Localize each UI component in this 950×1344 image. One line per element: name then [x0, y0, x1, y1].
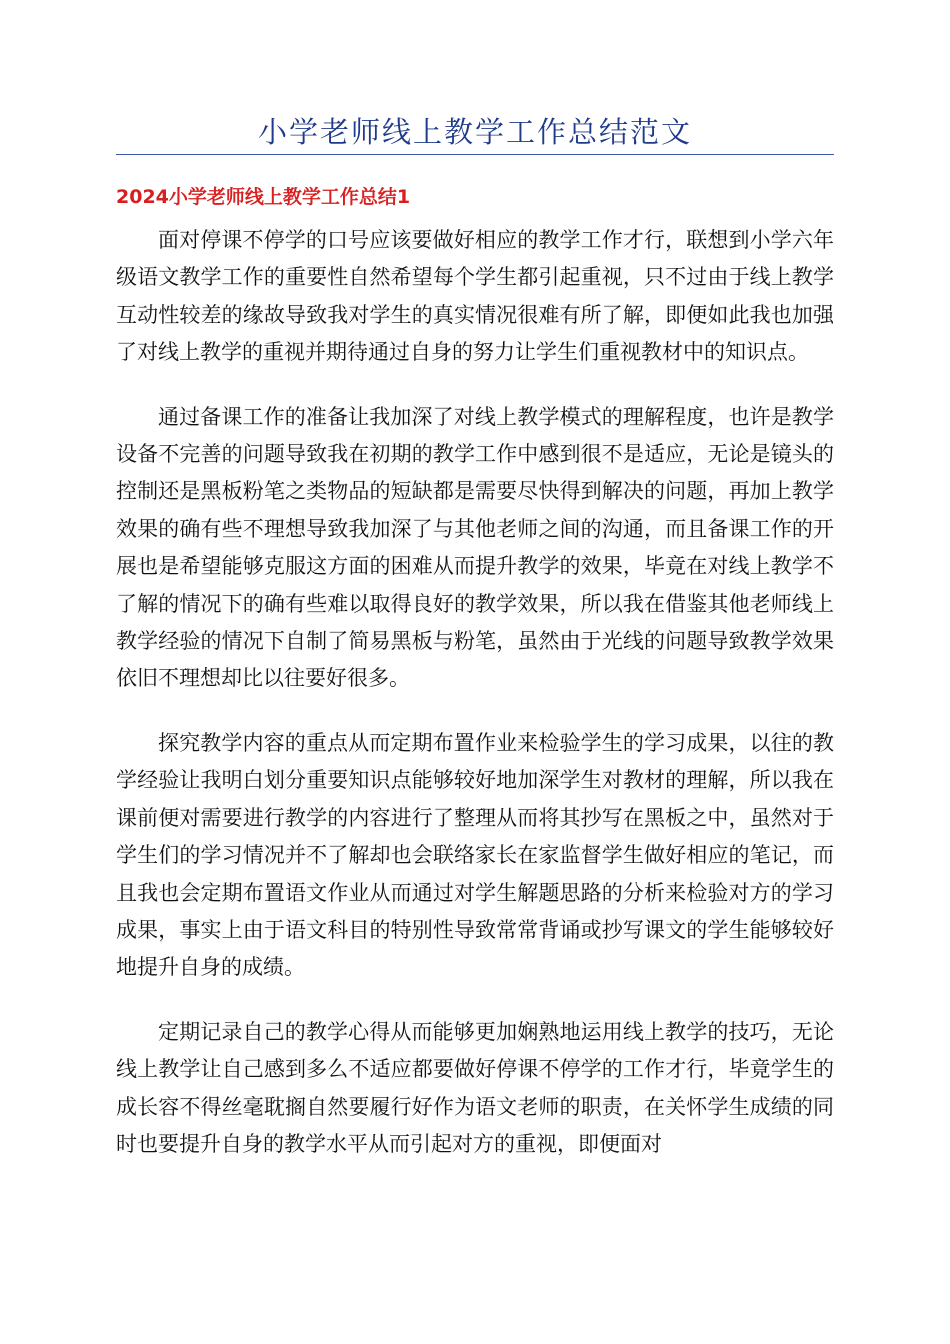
paragraph-4: 定期记录自己的教学心得从而能够更加娴熟地运用线上教学的技巧，无论线上教学让自己感到多么不适应都要做好停课不停学的工作才行，毕竟学生的成长容不得丝毫耽搁自然要履行好作为语文老师的职责，在关怀学生成绩的同时也要提升自身的教学水平从而引起对方的重视，即便面对 — [116, 1019, 834, 1156]
paragraph-1: 面对停课不停学的口号应该要做好相应的教学工作才行，联想到小学六年级语文教学工作的重要性自然希望每个学生都引起重视，只不过由于线上教学互动性较差的缘故导致我对学生的真实情况很难有所了解，即便如此我也加强了对线上教学的重视并期待通过自身的努力让学生们重视教材中的知识点。 — [116, 228, 834, 365]
paragraph-3: 探究教学内容的重点从而定期布置作业来检验学生的学习成果，以往的教学经验让我明白划分重要知识点能够较好地加深学生对教材的理解，所以我在课前便对需要进行教学的内容进行了整理从而将其抄写在黑板之中，虽然对于学生们的学习情况并不了解却也会联络家长在家监督学生做好相应的笔记，而且我也会定期布置语文作业从而通过对学生解题思路的分析来检验对方的学习成果，事实上由于语文科目的特别性导致常常背诵或抄写课文的学生能够较好地提升自身的成绩。 — [116, 730, 834, 980]
paragraph-2: 通过备课工作的准备让我加深了对线上教学模式的理解程度，也许是教学设备不完善的问题导致我在初期的教学工作中感到很不是适应，无论是镜头的控制还是黑板粉笔之类物品的短缺都是需要尽快得到解决的问题，再加上教学效果的确有些不理想导致我加深了与其他老师之间的沟通，而且备课工作的开展也是希望能够克服这方面的困难从而提升教学的效果，毕竟在对线上教学不了解的情况下的确有些难以取得良好的教学效果，所以我在借鉴其他老师线上教学经验的情况下自制了简易黑板与粉笔，虽然由于光线的问题导致教学效果依旧不理想却比以往要好很多。 — [116, 404, 834, 691]
section-heading: 2024小学老师线上教学工作总结1 — [116, 186, 411, 208]
document-title: 小学老师线上教学工作总结范文 — [257, 115, 692, 149]
title-underline — [116, 154, 834, 155]
body-text — [116, 222, 834, 1190]
